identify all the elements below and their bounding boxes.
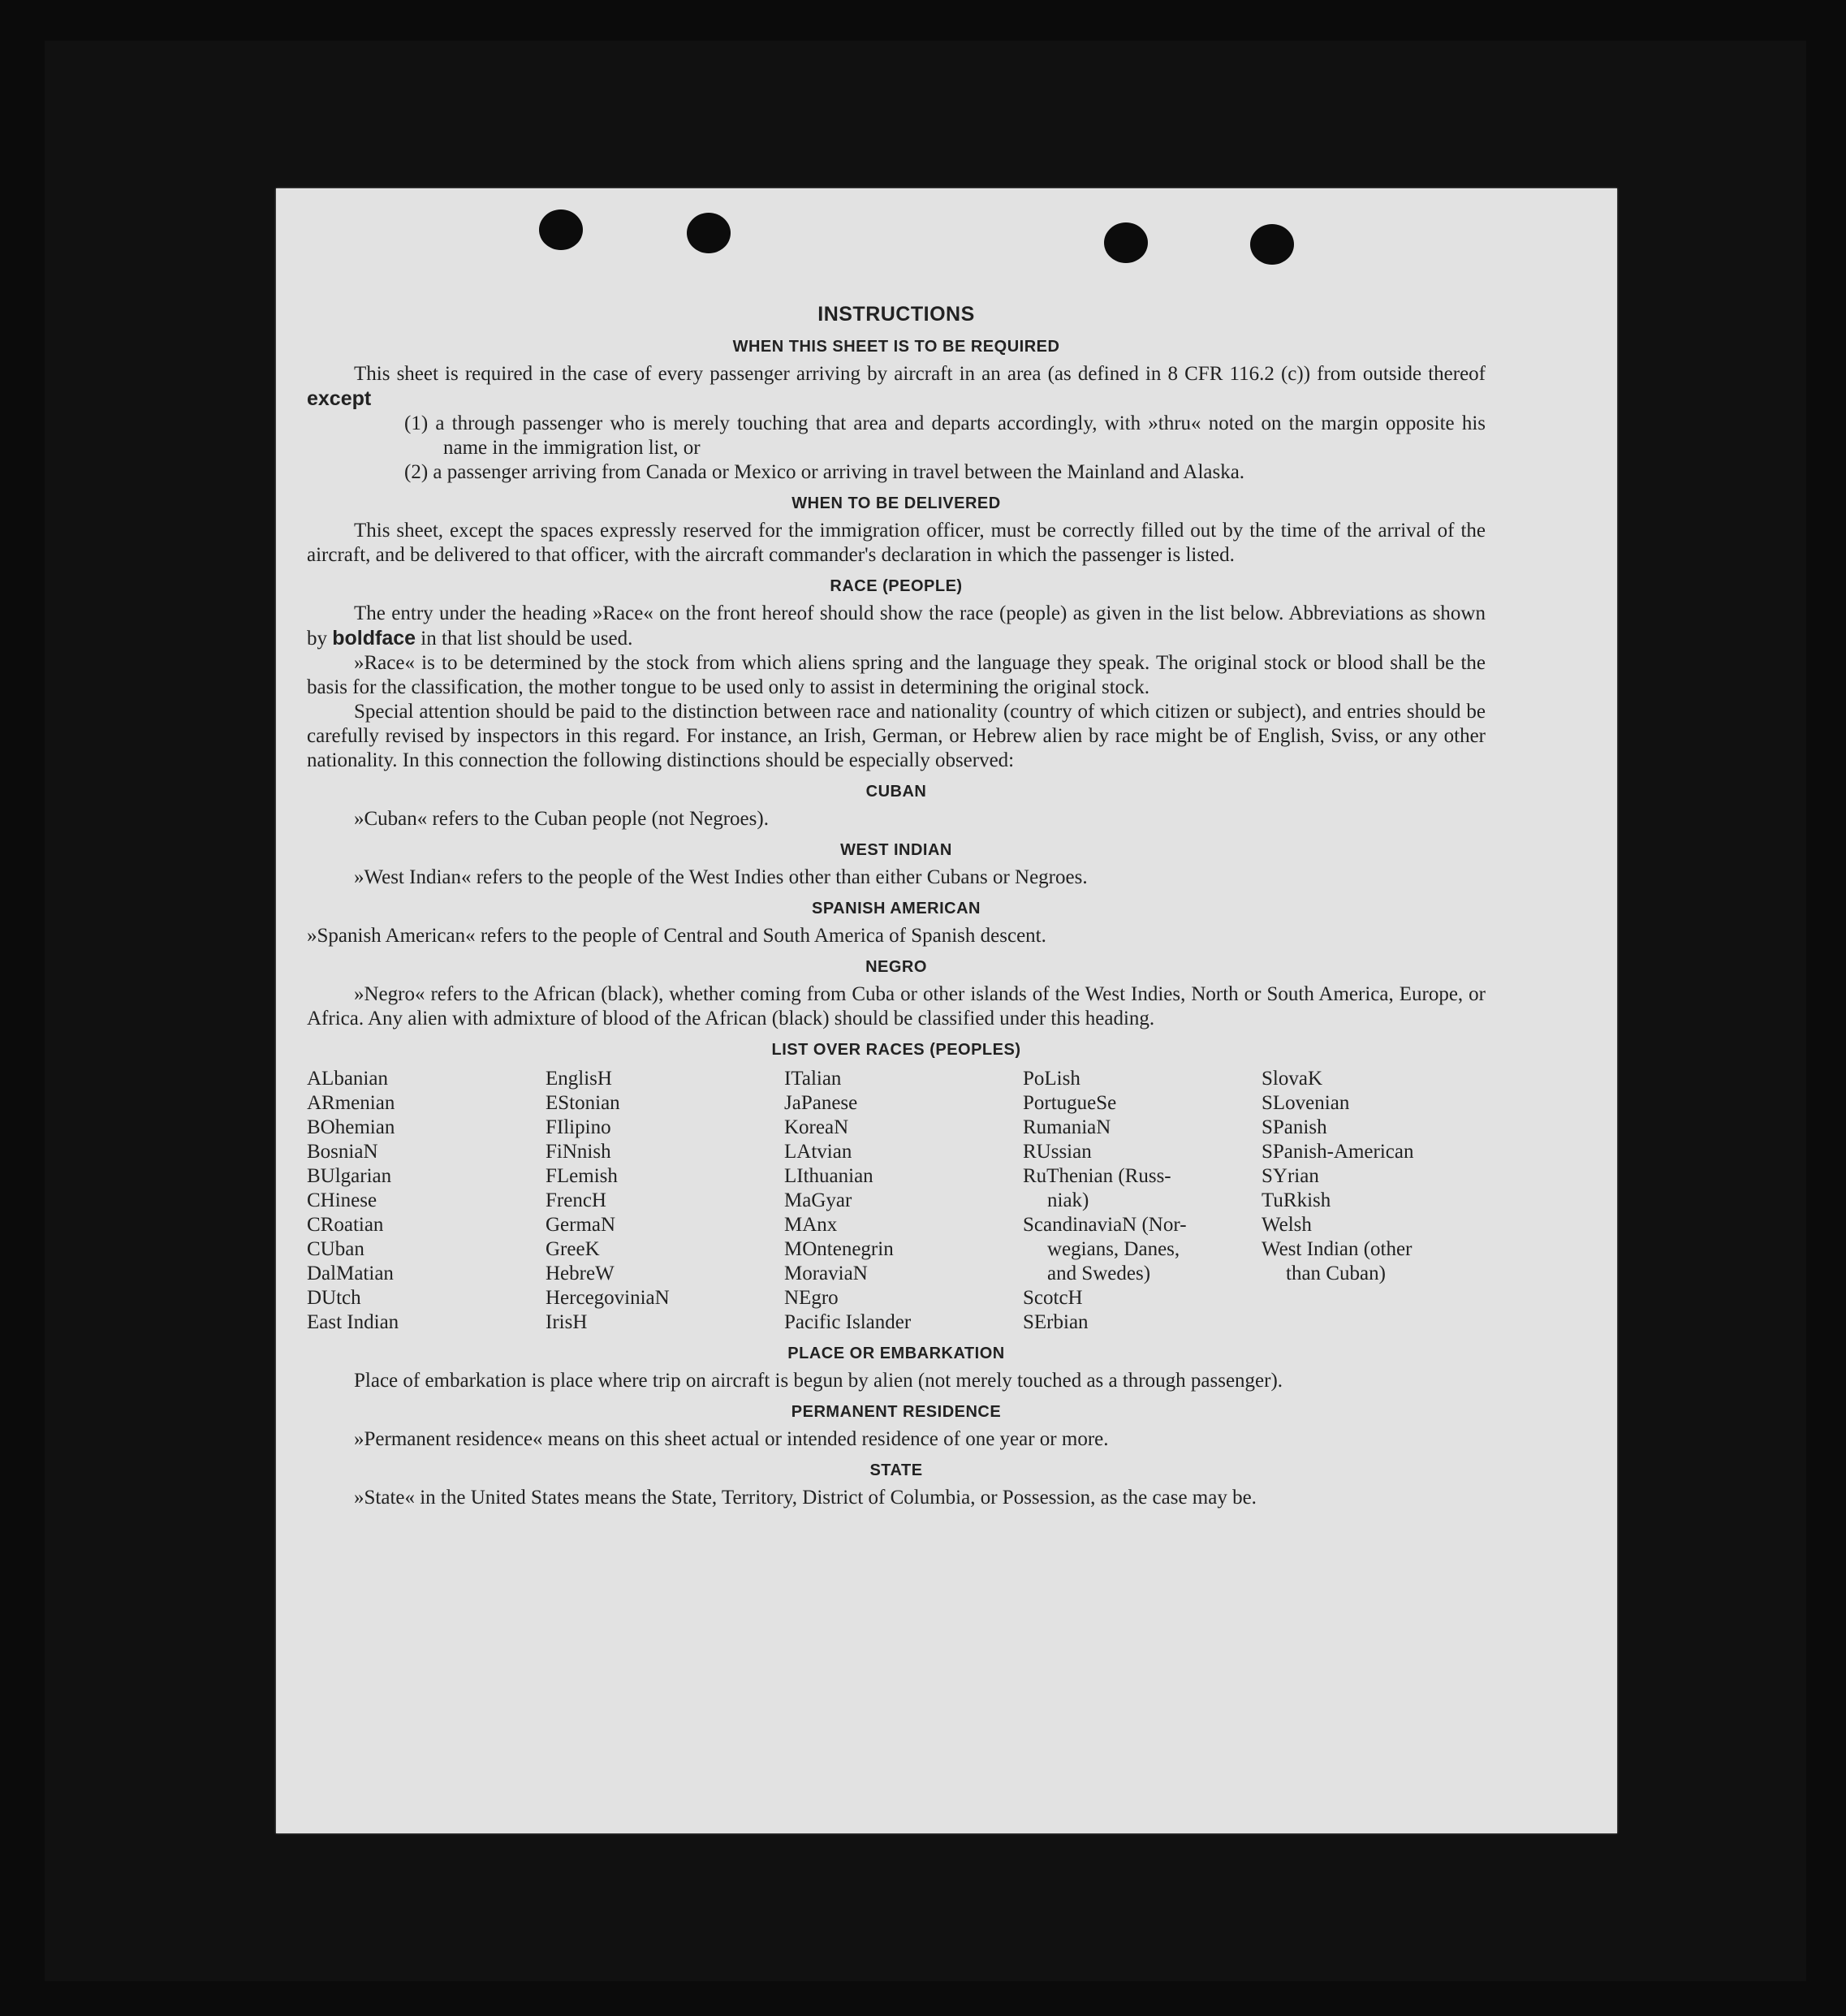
paragraph-state: »State« in the United States means the State, Territory, District of Columbia, or Possession, as the case may be.	[354, 1487, 1257, 1509]
race-entry: JaPanese	[784, 1092, 858, 1114]
race-entry: EnglisH	[546, 1068, 612, 1090]
race-entry: EStonian	[546, 1092, 620, 1114]
punch-hole	[1250, 224, 1294, 265]
paragraph-delivered: This sheet, except the spaces expressly reserved for the immigration officer, must be correctly filled out by the time of the arrival of the aircraft, and be delivered to that officer, with the aircraft commander's declaration in which the passenger is listed.	[307, 520, 1486, 566]
race-entry-continued: than Cuban)	[1286, 1263, 1386, 1284]
races-column-1	[307, 1067, 546, 1335]
list-item: (2) a passenger arriving from Canada or Mexico or arriving in travel between the Mainland and Alaska.	[404, 461, 1245, 483]
race-entry: West Indian (other	[1262, 1238, 1413, 1260]
race-entry: ScandinaviaN (Nor-	[1023, 1214, 1187, 1236]
race-entry: Pacific Islander	[784, 1311, 912, 1333]
section-heading-west-indian: WEST INDIAN	[840, 841, 952, 859]
race-entry: PortugueSe	[1023, 1092, 1117, 1114]
section-heading-race: RACE (PEOPLE)	[830, 577, 963, 595]
race-entry: BosniaN	[307, 1141, 378, 1163]
section-heading-cuban: CUBAN	[865, 783, 927, 801]
race-entry: GermaN	[546, 1214, 616, 1236]
races-column-5	[1262, 1067, 1486, 1335]
race-entry: HebreW	[546, 1263, 615, 1284]
race-entry: RuThenian (Russ-	[1023, 1165, 1171, 1187]
race-entry: SLovenian	[1262, 1092, 1350, 1114]
race-entry: FLemish	[546, 1165, 618, 1187]
race-entry: FrencH	[546, 1189, 606, 1211]
race-entry: RumaniaN	[1023, 1116, 1111, 1138]
races-column-4	[1023, 1067, 1262, 1335]
paragraph-cuban: »Cuban« refers to the Cuban people (not Negroes).	[354, 808, 769, 830]
paragraph-embarkation: Place of embarkation is place where trip on aircraft is begun by alien (not merely touched as a through passenger).	[354, 1370, 1283, 1392]
race-entry-continued: and Swedes)	[1047, 1263, 1151, 1284]
race-entry: DalMatian	[307, 1263, 394, 1284]
race-entry: ALbanian	[307, 1068, 388, 1090]
emphasis-boldface: boldface	[332, 627, 416, 650]
race-entry: SPanish	[1262, 1116, 1327, 1138]
document-sheet	[276, 188, 1617, 1833]
race-entry: HercegoviniaN	[546, 1287, 670, 1309]
race-entry: SErbian	[1023, 1311, 1089, 1333]
race-entry: KoreaN	[784, 1116, 849, 1138]
punch-hole	[687, 213, 731, 253]
race-entry: ARmenian	[307, 1092, 395, 1114]
paragraph-text: in that list should be used.	[421, 628, 633, 650]
races-column-2	[546, 1067, 784, 1335]
race-entry: BOhemian	[307, 1116, 395, 1138]
race-entry: TuRkish	[1262, 1189, 1331, 1211]
race-entry: RUssian	[1023, 1141, 1092, 1163]
race-entry: LIthuanian	[784, 1165, 873, 1187]
punch-hole	[1104, 222, 1148, 263]
paragraph-negro: »Negro« refers to the African (black), whether coming from Cuba or other islands of the West Indies, North or South America, Europe, or Africa. Any alien with admixture of blood of the African (black) should be classified under this heading.	[307, 983, 1486, 1030]
race-entry: Welsh	[1262, 1214, 1312, 1236]
race-entry: MOntenegrin	[784, 1238, 894, 1260]
race-entry: CRoatian	[307, 1214, 384, 1236]
paragraph-race-3: Special attention should be paid to the distinction between race and nationality (country of which citizen or subject), and entries should be carefully revised by inspectors in this regard. For instance, an Irish, German, or Hebrew alien by race might be of English, Sviss, or any other nationality. In this connection the following distinctions should be especially observed:	[307, 701, 1486, 771]
page-title: INSTRUCTIONS	[817, 303, 975, 326]
race-entry: FiNnish	[546, 1141, 611, 1163]
race-entry: CUban	[307, 1238, 364, 1260]
section-heading-state: STATE	[869, 1461, 923, 1479]
emphasis-except: except	[307, 387, 372, 410]
race-entry: BUlgarian	[307, 1165, 392, 1187]
paragraph-residence: »Permanent residence« means on this sheet actual or intended residence of one year or more.	[354, 1428, 1109, 1450]
race-entry: PoLish	[1023, 1068, 1080, 1090]
race-entry: NEgro	[784, 1287, 839, 1309]
race-entry: SYrian	[1262, 1165, 1319, 1187]
paragraph-race-1	[307, 602, 1486, 651]
paragraph-text: This sheet is required in the case of every passenger arriving by aircraft in an area (as defined in 8 CFR 116.2 (c)) from outside thereof	[354, 363, 1486, 385]
race-entry-continued: wegians, Danes,	[1047, 1238, 1180, 1260]
race-entry: DUtch	[307, 1287, 361, 1309]
list-item: (1) a through passenger who is merely touching that area and departs accordingly, with »thru« noted on the margin opposite his name in the immigration list, or	[404, 412, 1486, 459]
paragraph-text: The entry under the heading »Race« on the front hereof should show the race (people) as given in the list below. Abbreviations as shown by	[307, 602, 1486, 650]
paragraph-spanish-american: »Spanish American« refers to the people of Central and South America of Spanish descent.	[307, 925, 1046, 947]
race-entry: East Indian	[307, 1311, 399, 1333]
section-heading-required: WHEN THIS SHEET IS TO BE REQUIRED	[732, 338, 1060, 356]
section-heading-spanish-american: SPANISH AMERICAN	[811, 900, 981, 917]
section-heading-delivered: WHEN TO BE DELIVERED	[791, 494, 1001, 512]
race-entry: ITalian	[784, 1068, 842, 1090]
race-entry: LAtvian	[784, 1141, 852, 1163]
section-heading-embarkation: PLACE OR EMBARKATION	[787, 1345, 1005, 1362]
races-list	[307, 1067, 1486, 1335]
punch-hole	[539, 209, 583, 250]
race-entry: MAnx	[784, 1214, 838, 1236]
race-entry: SPanish-American	[1262, 1141, 1414, 1163]
races-column-3	[784, 1067, 1023, 1335]
race-entry: CHinese	[307, 1189, 377, 1211]
instructions-content	[307, 302, 1486, 1510]
race-entry: SlovaK	[1262, 1068, 1322, 1090]
race-entry-continued: niak)	[1047, 1189, 1089, 1211]
race-entry: MoraviaN	[784, 1263, 868, 1284]
section-heading-negro: NEGRO	[865, 958, 927, 976]
section-heading-residence: PERMANENT RESIDENCE	[791, 1403, 1002, 1421]
paragraph-race-2: »Race« is to be determined by the stock from which aliens spring and the language they speak. The original stock or blood shall be the basis for the classification, the mother tongue to be used only to assist in determining the original stock.	[307, 652, 1486, 698]
race-entry: MaGyar	[784, 1189, 852, 1211]
paragraph-west-indian: »West Indian« refers to the people of the West Indies other than either Cubans or Negroes.	[354, 866, 1088, 888]
race-entry: FIlipino	[546, 1116, 611, 1138]
race-entry: IrisH	[546, 1311, 588, 1333]
paragraph-required	[307, 362, 1486, 412]
section-heading-races-list: LIST OVER RACES (PEOPLES)	[771, 1041, 1021, 1059]
race-entry: GreeK	[546, 1238, 600, 1260]
race-entry: ScotcH	[1023, 1287, 1083, 1309]
